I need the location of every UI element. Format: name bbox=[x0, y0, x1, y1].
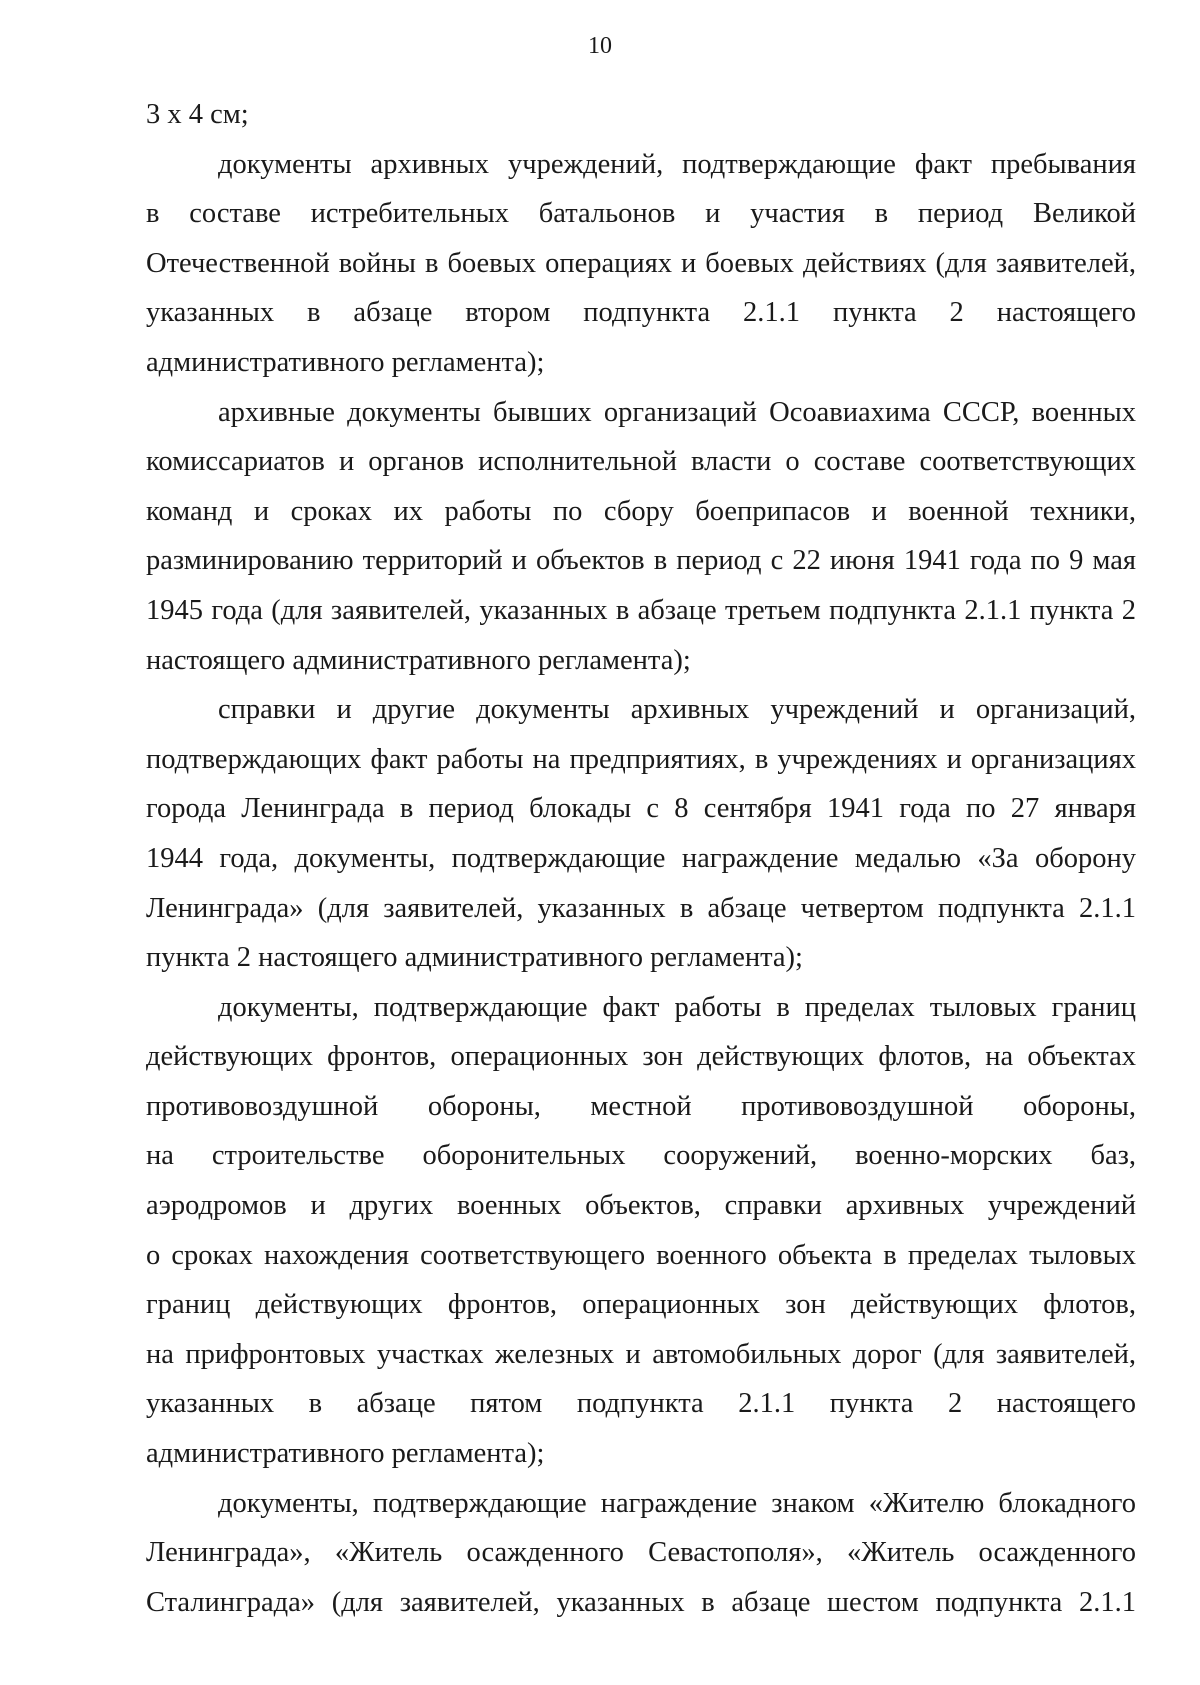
text-line: города Ленинграда в период блокады с 8 сентября 1941 года по 27 января bbox=[146, 793, 1136, 825]
text-line: о сроках нахождения соответствующего военного объекта в пределах тыловых bbox=[146, 1239, 1136, 1271]
text-line: 1945 года (для заявителей, указанных в абзаце третьем подпункта 2.1.1 пункта 2 bbox=[146, 594, 1136, 626]
text-line: действующих фронтов, операционных зон действующих флотов, на объектах bbox=[146, 1041, 1136, 1073]
text-line: Сталинграда» (для заявителей, указанных в абзаце шестом подпункта 2.1.1 bbox=[146, 1586, 1136, 1618]
text-line: разминированию территорий и объектов в период с 22 июня 1941 года по 9 мая bbox=[146, 545, 1136, 577]
text-line: подтверждающих факт работы на предприятиях, в учреждениях и организациях bbox=[146, 743, 1136, 775]
text-line: команд и сроках их работы по сбору боеприпасов и военной техники, bbox=[146, 495, 1136, 527]
text-line: Ленинграда», «Житель осажденного Севастополя», «Житель осажденного bbox=[146, 1537, 1136, 1569]
paragraph-first-line: документы архивных учреждений, подтверждающие факт пребывания bbox=[218, 148, 1136, 180]
paragraph-first-line: документы, подтверждающие награждение знаком «Жителю блокадного bbox=[218, 1487, 1136, 1519]
text-line: указанных в абзаце втором подпункта 2.1.1 пункта 2 настоящего bbox=[146, 297, 1136, 329]
text-line: аэродромов и других военных объектов, справки архивных учреждений bbox=[146, 1190, 1136, 1222]
text-line: 3 х 4 см; bbox=[146, 99, 249, 130]
paragraph-first-line: архивные документы бывших организаций Осоавиахима СССР, военных bbox=[218, 396, 1136, 428]
text-line: границ действующих фронтов, операционных зон действующих флотов, bbox=[146, 1289, 1136, 1321]
paragraph-last-line: административного регламента); bbox=[146, 346, 545, 378]
text-line: комиссариатов и органов исполнительной власти о составе соответствующих bbox=[146, 446, 1136, 478]
paragraph-first-line: документы, подтверждающие факт работы в пределах тыловых границ bbox=[218, 991, 1136, 1023]
document-body bbox=[146, 90, 1136, 1627]
text-line: на строительстве оборонительных сооружений, военно-морских баз, bbox=[146, 1140, 1136, 1172]
paragraph-last-line: настоящего административного регламента); bbox=[146, 644, 691, 676]
text-line: Ленинграда» (для заявителей, указанных в абзаце четвертом подпункта 2.1.1 bbox=[146, 892, 1136, 924]
paragraph-last-line: административного регламента); bbox=[146, 1438, 545, 1470]
paragraph-first-line: справки и другие документы архивных учреждений и организаций, bbox=[218, 694, 1136, 726]
text-line: в составе истребительных батальонов и участия в период Великой bbox=[146, 198, 1136, 230]
text-line: на прифронтовых участках железных и автомобильных дорог (для заявителей, bbox=[146, 1338, 1136, 1370]
text-line: 1944 года, документы, подтверждающие награждение медалью «За оборону bbox=[146, 842, 1136, 874]
text-line: Отечественной войны в боевых операциях и боевых действиях (для заявителей, bbox=[146, 247, 1136, 279]
page-number: 10 bbox=[588, 33, 612, 59]
text-line: указанных в абзаце пятом подпункта 2.1.1 пункта 2 настоящего bbox=[146, 1388, 1136, 1420]
text-line: противовоздушной обороны, местной противовоздушной обороны, bbox=[146, 1090, 1136, 1122]
paragraph-last-line: пункта 2 настоящего административного регламента); bbox=[146, 942, 803, 974]
